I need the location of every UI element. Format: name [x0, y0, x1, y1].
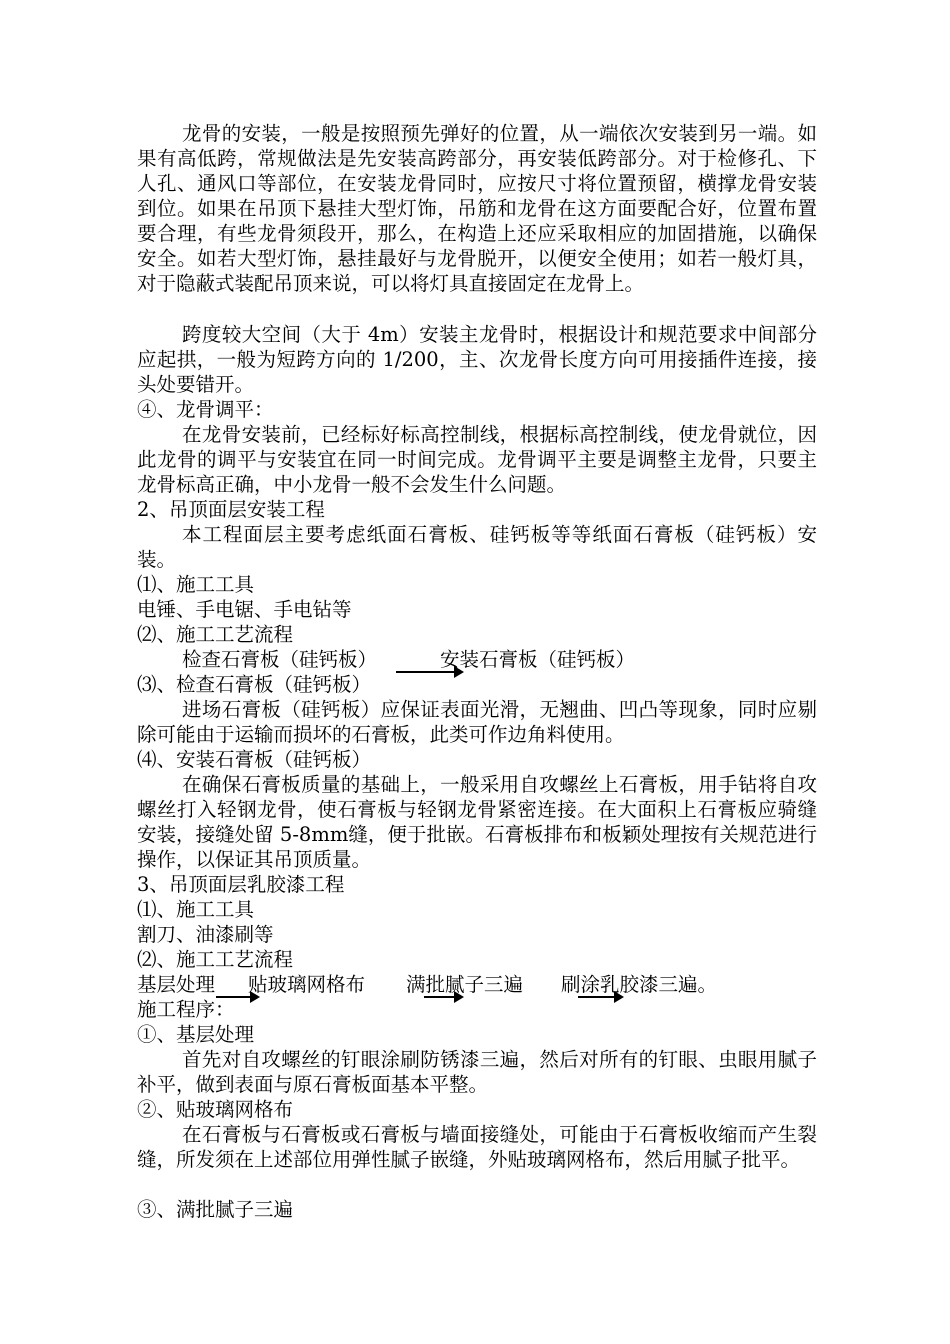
- text-2-tools-list: 电锤、手电锯、手电钻等: [137, 598, 352, 621]
- heading-2-inspect: ⑶、检查石膏板（硅钙板）: [137, 673, 372, 696]
- heading-3-tools: ⑴、施工工具: [137, 898, 255, 921]
- heading-keel-leveling: ④、龙骨调平：: [137, 398, 274, 421]
- paragraph-keel-installation: 龙骨的安装，一般是按照预先弹好的位置，从一端依次安装到另一端。如果有高低跨，常规做法是先安装高跨部分，再安装低跨部分。对于检修孔、下人孔、通风口等部位，在安装龙骨同时，应按尺寸将位置预留，横撑龙骨安装到位。如果在吊顶下悬挂大型灯饰，吊筋和龙骨在这方面要配合好，位置布置要合理，有些龙骨须段开，那么，在构造上还应采取相应的加固措施，以确保安全。如若大型灯饰，悬挂最好与龙骨脱开，以便安全使用；如若一般灯具，对于隐蔽式装配吊顶来说，可以将灯具直接固定在龙骨上。: [137, 122, 817, 295]
- heading-section-3: 3、吊顶面层乳胶漆工程: [137, 873, 345, 896]
- heading-section-2: 2、吊顶面层安装工程: [137, 498, 325, 521]
- flow-step-latex-paint: 刷涂乳胶漆三遍。: [561, 973, 718, 996]
- paragraph-inspect-board: 进场石膏板（硅钙板）应保证表面光滑，无翘曲、凹凸等现象，同时应剔除可能由于运输而损坏的石膏板，此类可作边角料使用。: [137, 698, 817, 746]
- heading-2-install: ⑷、安装石膏板（硅钙板）: [137, 748, 372, 771]
- heading-step-putty: ③、满批腻子三遍: [137, 1198, 294, 1221]
- heading-2-tools: ⑴、施工工具: [137, 573, 255, 596]
- flow-step-glass-mesh: 贴玻璃网格布: [248, 973, 366, 996]
- heading-3-process-flow: ⑵、施工工艺流程: [137, 948, 294, 971]
- flow-step-inspect-board: 检查石膏板（硅钙板）: [182, 648, 378, 671]
- paragraph-install-board: 在确保石膏板质量的基础上，一般采用自攻螺丝上石膏板，用手钻将自攻螺丝打入轻钢龙骨，使石膏板与轻钢龙骨紧密连接。在大面积上石膏板应骑缝安装，接缝处留 5-8mm缝，便于批嵌。石膏板排布和板颖处理按有关规范进行操作，以保证其吊顶质量。: [137, 773, 817, 871]
- paragraph-base-treatment: 首先对自攻螺丝的钉眼涂刷防锈漆三遍，然后对所有的钉眼、虫眼用腻子补平，做到表面与原石膏板面基本平整。: [137, 1048, 817, 1096]
- heading-2-process-flow: ⑵、施工工艺流程: [137, 623, 294, 646]
- flow-step-base-treatment: 基层处理: [137, 973, 216, 996]
- heading-procedure: 施工程序：: [137, 998, 235, 1021]
- paragraph-keel-arching: 跨度较大空间（大于 4m）安装主龙骨时，根据设计和规范要求中间部分应起拱，一般为短跨方向的 1/200，主、次龙骨长度方向可用接插件连接，接头处要错开。: [137, 323, 817, 396]
- flow-step-putty: 满批腻子三遍: [406, 973, 524, 996]
- paragraph-glass-mesh: 在石膏板与石膏板或石膏板与墙面接缝处，可能由于石膏板收缩而产生裂缝，所发须在上述部位用弹性腻子嵌缝，外贴玻璃网格布，然后用腻子批平。: [137, 1123, 817, 1171]
- flow-step-install-board: 安装石膏板（硅钙板）: [440, 648, 636, 671]
- paragraph-surface-layer: 本工程面层主要考虑纸面石膏板、硅钙板等等纸面石膏板（硅钙板）安装。: [137, 523, 817, 571]
- paragraph-keel-leveling: 在龙骨安装前，已经标好标高控制线，根据标高控制线，使龙骨就位，因此龙骨的调平与安装宜在同一时间完成。龙骨调平主要是调整主龙骨，只要主龙骨标高正确，中小龙骨一般不会发生什么问题。: [137, 423, 817, 496]
- text-3-tools-list: 割刀、油漆刷等: [137, 923, 274, 946]
- heading-step-mesh: ②、贴玻璃网格布: [137, 1098, 294, 1121]
- heading-step-base: ①、基层处理: [137, 1023, 255, 1046]
